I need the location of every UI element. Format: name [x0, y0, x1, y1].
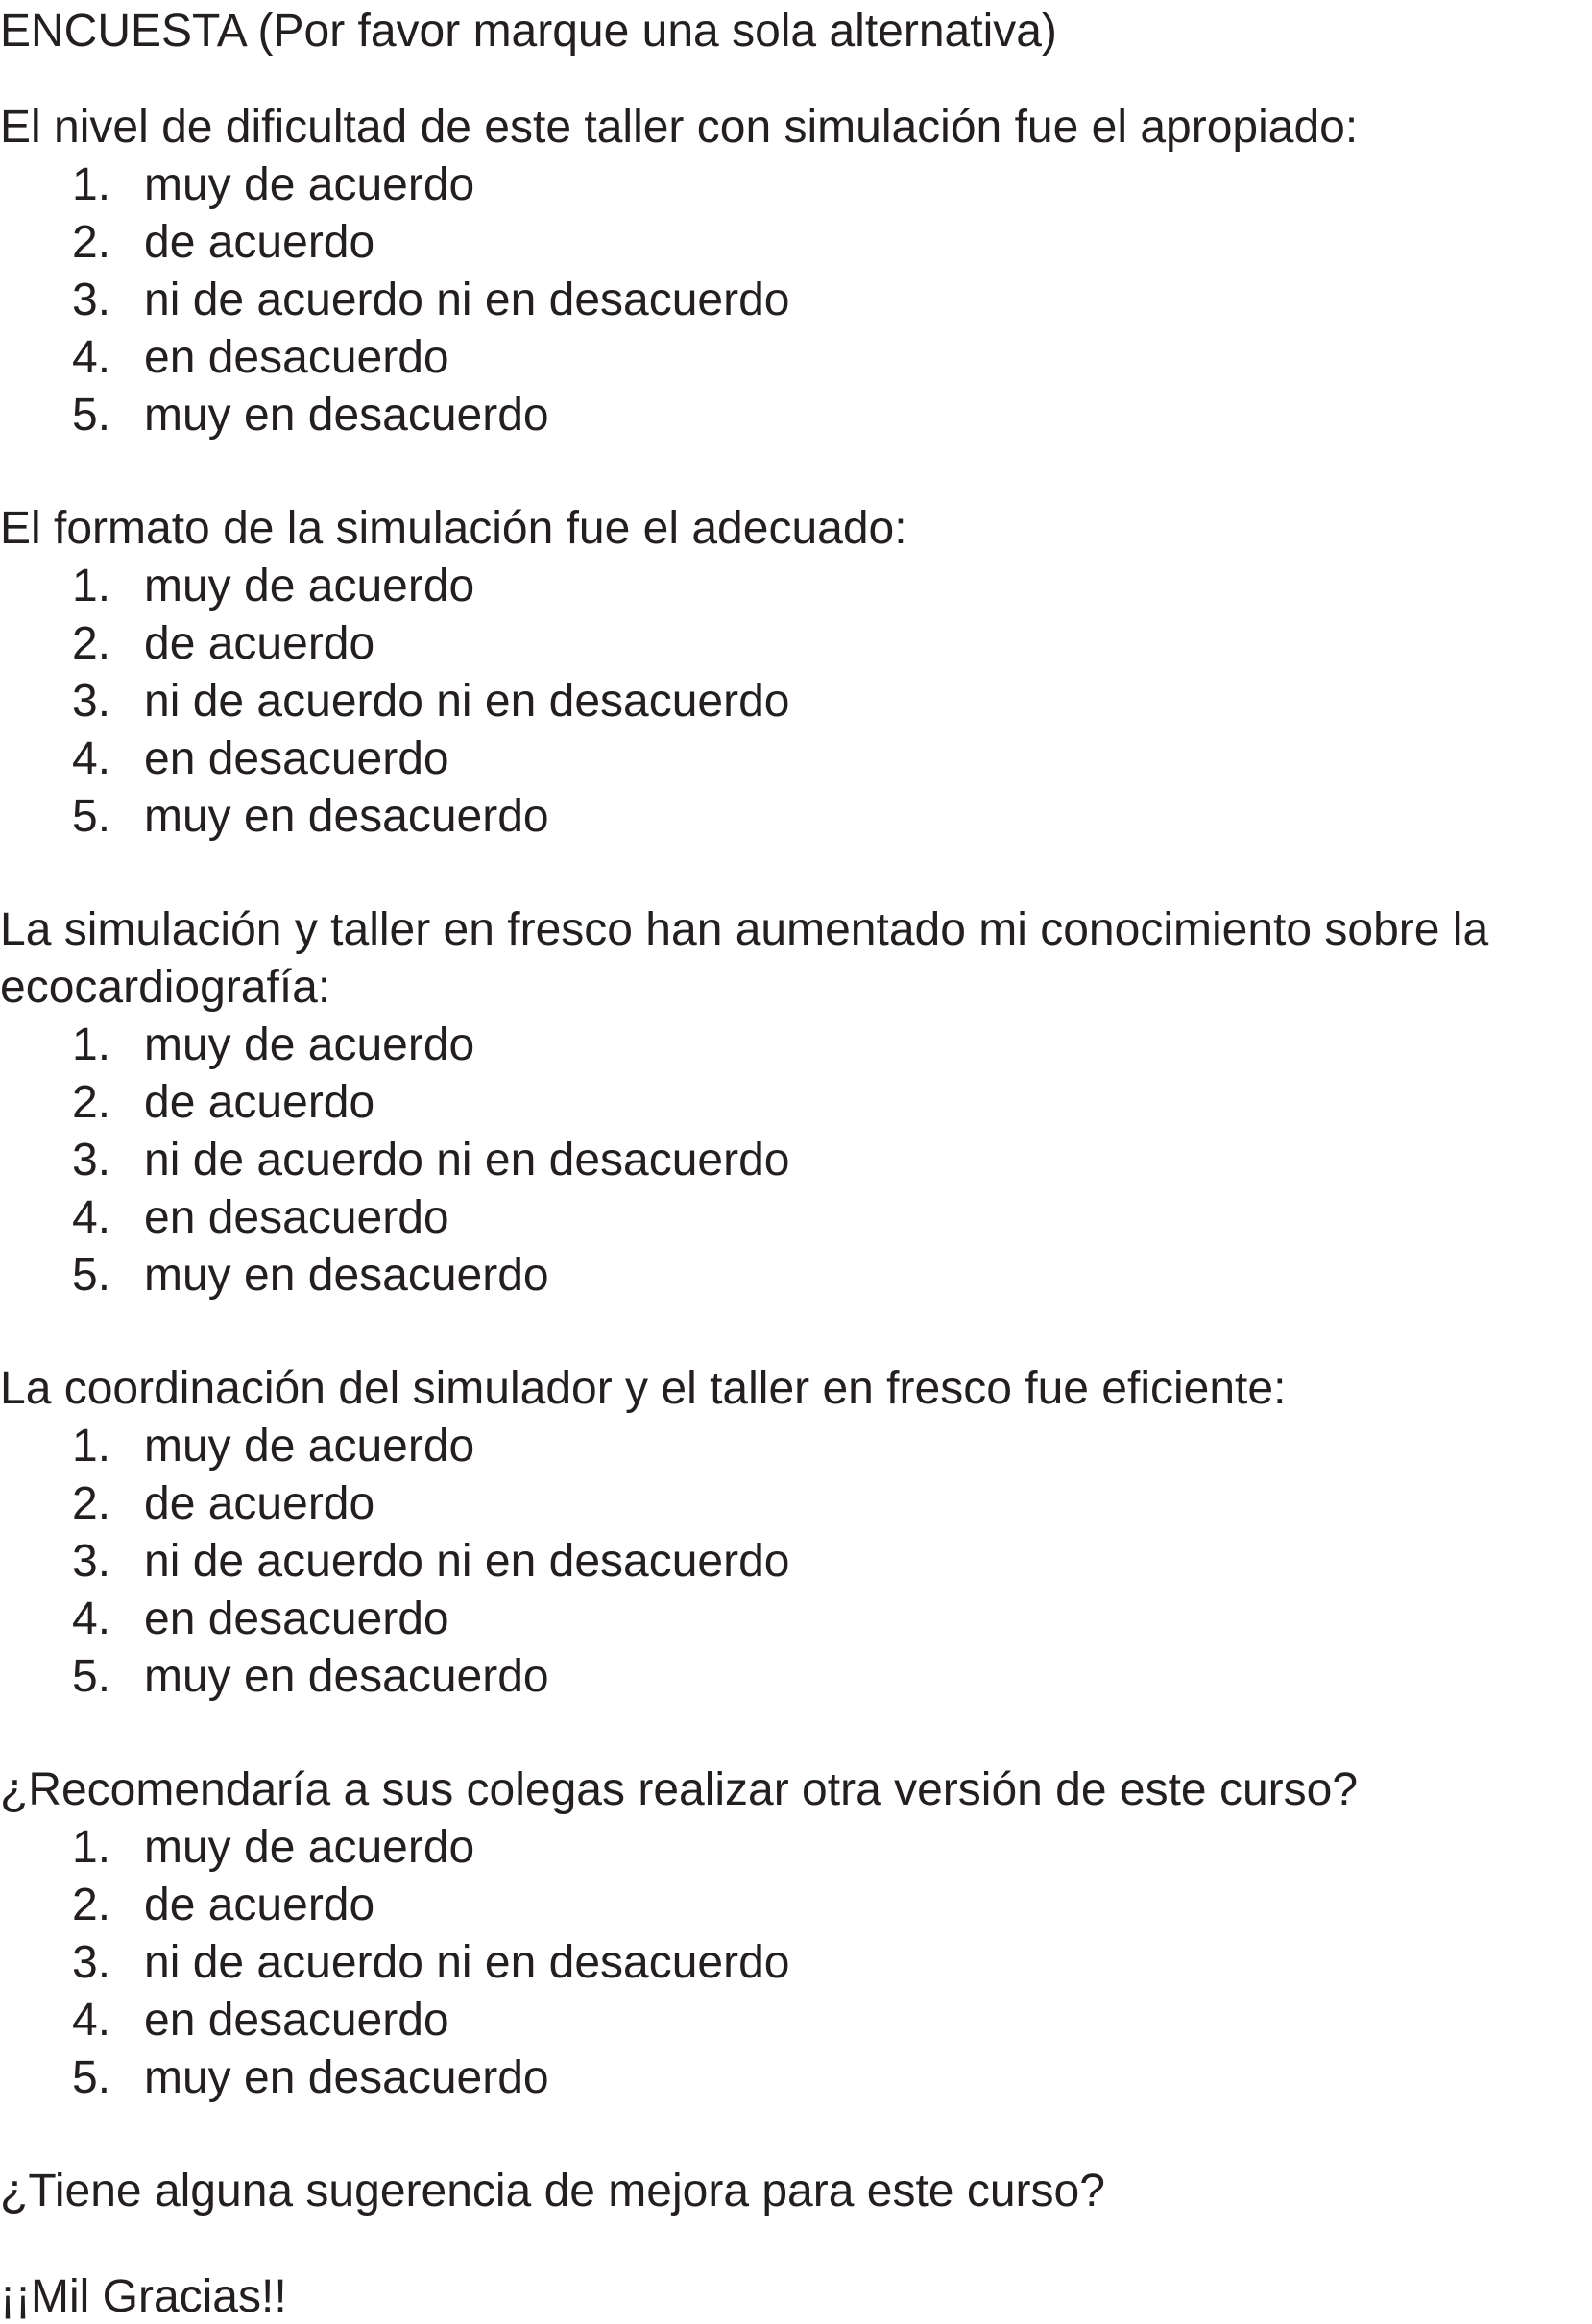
question-4-option-3 [72, 1536, 790, 1587]
question-5-option-5 [72, 2052, 549, 2103]
option-number: 5. [72, 1250, 111, 1301]
option-label: muy de acuerdo [144, 1822, 475, 1873]
option-number: 3. [72, 1937, 111, 1988]
option-label: muy de acuerdo [144, 561, 475, 611]
option-number: 2. [72, 618, 111, 669]
question-2-option-1 [72, 563, 474, 610]
option-number: 5. [72, 1651, 111, 1702]
question-1-option-5 [72, 390, 549, 441]
option-label: muy en desacuerdo [144, 1651, 549, 1702]
option-number: 4. [72, 1192, 111, 1243]
option-number: 3. [72, 1536, 111, 1587]
option-label: muy en desacuerdo [144, 2052, 549, 2103]
option-number: 1. [72, 159, 111, 210]
option-number: 4. [72, 332, 111, 383]
option-label: muy en desacuerdo [144, 390, 549, 441]
question-1-text: El nivel de dificultad de este taller con simulación fue el apropiado: [0, 102, 1359, 153]
question-4-text: La coordinación del simulador y el taller en fresco fue eficiente: [0, 1363, 1287, 1414]
question-5-option-2 [72, 1882, 374, 1929]
survey-title: ENCUESTA (Por favor marque una sola alternativa) [0, 6, 1057, 57]
question-3-text-line-1: La simulación y taller en fresco han aumentado mi conocimiento sobre la [0, 904, 1489, 955]
option-label: de acuerdo [144, 1880, 375, 1930]
option-number: 5. [72, 390, 111, 441]
option-number: 5. [72, 2052, 111, 2103]
question-1-option-4 [72, 332, 449, 383]
question-3-option-3 [72, 1135, 790, 1186]
option-label: en desacuerdo [144, 1593, 449, 1644]
option-label: en desacuerdo [144, 1192, 449, 1243]
question-1-option-2 [72, 217, 375, 268]
option-number: 1. [72, 1019, 111, 1070]
option-label: de acuerdo [144, 217, 375, 268]
option-label: muy de acuerdo [144, 1421, 475, 1472]
question-4-option-4 [72, 1593, 449, 1644]
question-4-option-1 [72, 1421, 475, 1472]
question-2-option-3 [72, 676, 790, 727]
option-label: en desacuerdo [144, 733, 449, 784]
question-5-text: ¿Recomendaría a sus colegas realizar otra versión de este curso? [0, 1764, 1359, 1815]
question-3-option-2 [72, 1077, 375, 1128]
option-label: muy de acuerdo [144, 1019, 475, 1070]
option-number: 4. [72, 1593, 111, 1644]
option-label: ni de acuerdo ni en desacuerdo [144, 1937, 790, 1988]
option-number: 5. [72, 791, 111, 842]
option-number: 4. [72, 733, 111, 784]
option-number: 3. [72, 676, 111, 727]
option-label: de acuerdo [144, 618, 375, 669]
question-2-option-2 [72, 618, 375, 669]
option-number: 2. [72, 1478, 111, 1529]
question-2-option-5 [72, 791, 549, 842]
question-4-option-2 [72, 1478, 375, 1529]
option-label: ni de acuerdo ni en desacuerdo [144, 676, 790, 727]
option-label: ni de acuerdo ni en desacuerdo [144, 1536, 790, 1587]
option-label: de acuerdo [144, 1478, 375, 1529]
open-question-text: ¿Tiene alguna sugerencia de mejora para este curso? [0, 2166, 1105, 2216]
question-1-option-3 [72, 277, 790, 323]
option-number: 3. [72, 275, 111, 325]
option-number: 1. [72, 1822, 111, 1873]
question-5-option-1 [72, 1822, 475, 1873]
question-2-text: El formato de la simulación fue el adecuado: [0, 503, 907, 554]
option-label: muy en desacuerdo [144, 1250, 549, 1301]
option-number: 4. [72, 1995, 111, 2046]
question-3-option-1 [72, 1019, 475, 1070]
option-number: 3. [72, 1135, 111, 1186]
question-3-text-line-2: ecocardiografía: [0, 962, 331, 1013]
question-3-option-4 [72, 1192, 449, 1243]
option-label: muy en desacuerdo [144, 791, 549, 842]
closing-text: ¡¡Mil Gracias!! [0, 2271, 287, 2322]
question-5-option-4 [72, 1995, 449, 2046]
question-5-option-3 [72, 1937, 790, 1988]
option-label: ni de acuerdo ni en desacuerdo [144, 1135, 790, 1186]
option-number: 2. [72, 1880, 111, 1930]
option-label: en desacuerdo [144, 1995, 449, 2046]
option-label: muy de acuerdo [144, 159, 475, 210]
option-label: en desacuerdo [144, 332, 449, 383]
question-1-option-1 [72, 159, 475, 210]
option-label: de acuerdo [144, 1077, 375, 1128]
question-2-option-4 [72, 733, 449, 784]
option-label: ni de acuerdo ni en desacuerdo [144, 275, 790, 325]
option-number: 1. [72, 1421, 111, 1472]
question-4-option-5 [72, 1651, 549, 1702]
option-number: 2. [72, 217, 111, 268]
question-3-option-5 [72, 1250, 549, 1301]
option-number: 1. [72, 561, 111, 611]
option-number: 2. [72, 1077, 111, 1128]
